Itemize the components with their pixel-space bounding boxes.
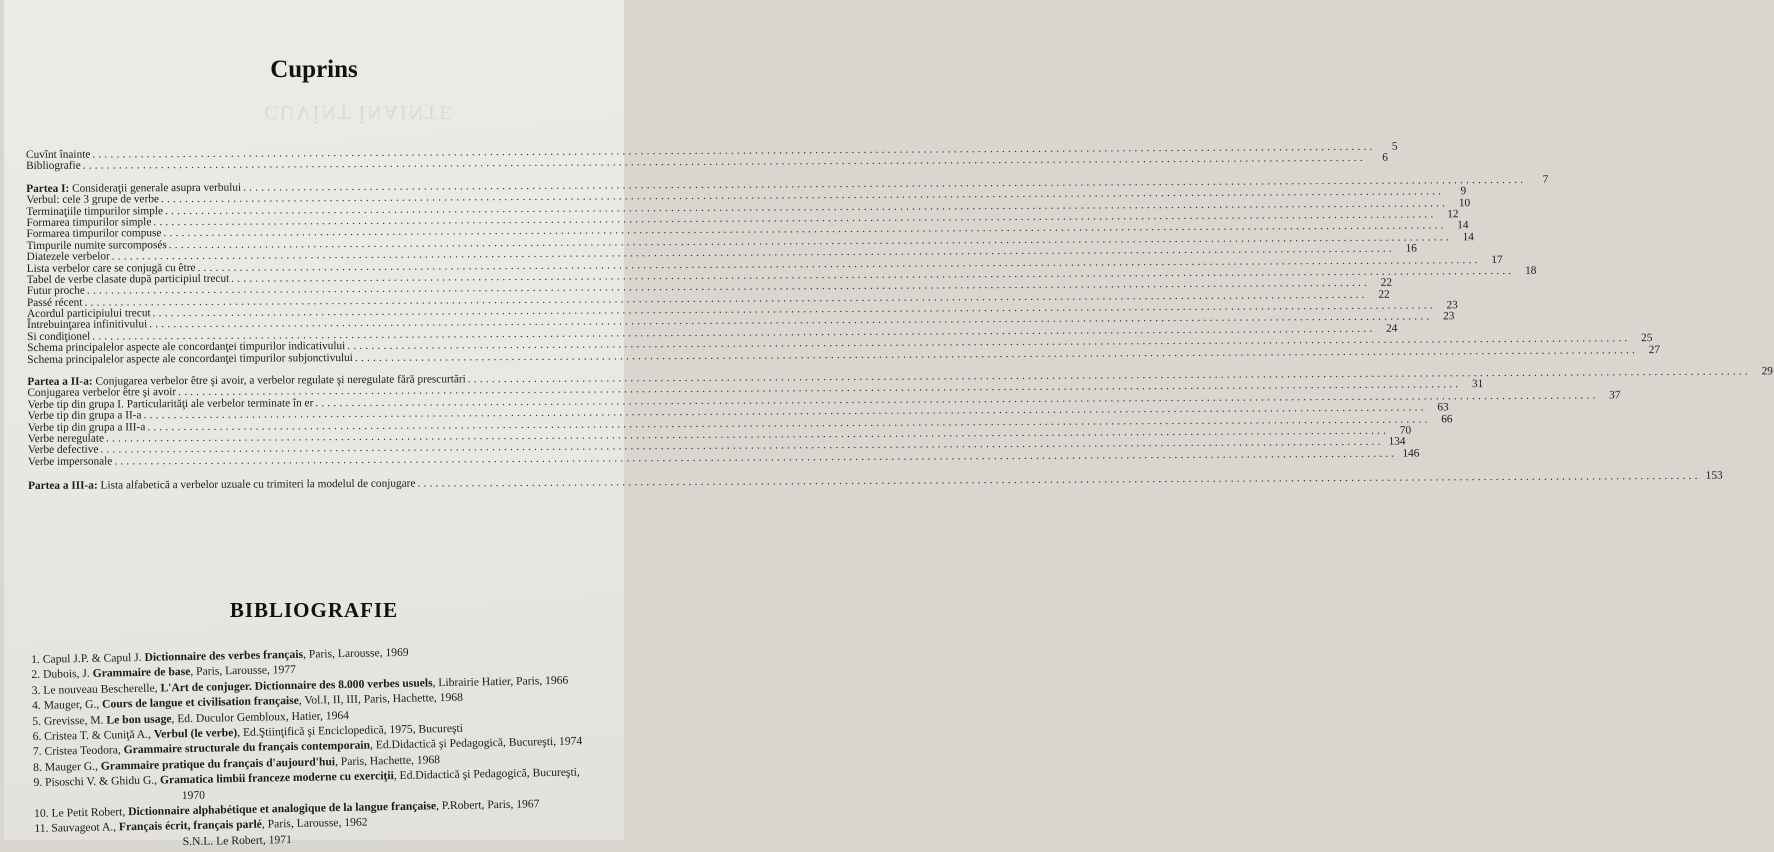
book-page	[4, 0, 1773, 848]
entry-details: , Paris, Hachette, 1968	[334, 753, 441, 769]
toc-page-number: 12	[1447, 208, 1459, 221]
entry-details: , Vol.I, II, III, Paris, Hachette, 1968	[298, 690, 464, 708]
toc-entry-text: Formarea timpurilor simple	[26, 216, 152, 229]
entry-details: , Ed.Ştiinţifică şi Enciclopedică, 1975, Bucureşti	[237, 721, 464, 740]
toc-entry-text: Schema principalelor aspecte ale concordanţei timpurilor indicativului	[27, 340, 346, 355]
toc-page-number: 146	[1402, 447, 1420, 460]
entry-author: Cristea Teodora,	[44, 743, 124, 759]
entry-details: , Ed.Didactică şi Pedagogică, Bucureşti, 1974	[369, 734, 583, 752]
toc-entry-text: Verbe tip din grupa a II-a	[27, 409, 142, 423]
toc-entry-text: Tabel de verbe clasate după participiul trecut	[26, 272, 230, 286]
toc-page-number: 17	[1491, 253, 1503, 266]
entry-author: Pisoschi V. & Ghidu G.,	[44, 773, 161, 790]
entry-details: , P.Robert, Paris, 1967	[435, 797, 540, 813]
entry-author: Dubois, J.	[42, 667, 93, 682]
entry-details: , Ed. Duculor Gembloux, Hatier, 1964	[171, 708, 350, 725]
entry-number: 11.	[34, 822, 49, 836]
toc-entry-label	[28, 479, 415, 493]
entry-number: 5.	[32, 714, 42, 728]
toc-page-number: 27	[1648, 343, 1661, 356]
toc-page-number: 153	[1705, 469, 1723, 482]
toc-page-number: 6	[1382, 152, 1388, 165]
toc-entry-text: Passé récent	[26, 296, 83, 309]
toc-page-number: 23	[1446, 299, 1458, 312]
entry-title: Verbul (le verbe)	[153, 726, 238, 741]
entry-title: Grammaire structurale du français contemporain	[123, 738, 371, 757]
toc-page-number: 63	[1437, 401, 1449, 414]
bibliography-title: BIBLIOGRAFIE	[229, 598, 399, 622]
toc-entry-label	[27, 353, 353, 366]
table-of-contents	[25, 140, 1773, 493]
toc-entry-text: Conjugarea verbelor être şi avoir	[27, 386, 177, 400]
toc-page-number: 10	[1458, 196, 1471, 209]
toc-page-number: 7	[1542, 173, 1549, 186]
entry-details: , Paris, Larousse, 1969	[302, 645, 409, 661]
entry-title: Dictionnaire alphabétique et analogique de la langue française	[128, 799, 437, 819]
toc-entry-text: Cuvînt înainte	[25, 148, 91, 161]
entry-title: Français écrit, français parlé	[118, 818, 263, 834]
entry-title: Dictionnaire des verbes français	[144, 647, 304, 664]
entry-title: Grammaire pratique du français d'aujourd'hui	[100, 755, 336, 773]
entry-title: Le bon usage	[106, 711, 172, 727]
toc-entry-label	[26, 161, 81, 173]
entry-title: L'Art de conjuger. Dictionnaire des 8.000 verbes usuels	[160, 676, 433, 695]
entry-author: Sauvageot A.,	[51, 820, 120, 836]
toc-entry-text: Verbe impersonale	[27, 455, 113, 468]
bibliography-list	[31, 641, 615, 852]
entry-author: Mauger G.,	[44, 759, 101, 774]
toc-title: Cuprins	[270, 56, 358, 83]
toc-entry-text: Timpurile numite surcomposés	[26, 238, 167, 252]
toc-entry-text: Conjugarea verbelor être şi avoir, a verbelor regulate şi neregulate fără prescurtări	[92, 373, 466, 388]
entry-number: 4.	[31, 699, 41, 713]
toc-page-number: 14	[1462, 230, 1474, 243]
toc-page-number: 23	[1443, 310, 1455, 323]
toc-page-number: 24	[1386, 322, 1398, 335]
entry-number: 2.	[31, 668, 41, 682]
toc-entry-text: Si condiţionel	[27, 330, 91, 343]
show-through-text: CUVÎNT ÎNAINTE	[264, 101, 454, 123]
toc-part-label: Partea a III-a:	[28, 479, 98, 493]
toc-part-label: Partea I:	[26, 182, 70, 195]
entry-title: Gramatica limbii franceze moderne cu exerciţii	[159, 769, 394, 787]
entry-title: Grammaire de base	[92, 665, 191, 681]
entry-title: Cours de langue et civilisation française	[101, 694, 299, 711]
toc-entry-text: Schema principalelor aspecte ale concordanţei timpurilor subjonctivului	[27, 351, 353, 366]
toc-page-number: 22	[1380, 276, 1393, 290]
toc-entry-label	[28, 456, 112, 468]
toc-page-number: 66	[1441, 412, 1453, 425]
toc-page-number: 25	[1641, 332, 1653, 345]
entry-author: Cristea T. & Cuniţă A.,	[44, 727, 155, 743]
entry-details: , Paris, Larousse, 1977	[190, 663, 297, 679]
toc-entry-text: Acordul participiului trecut	[26, 307, 151, 321]
toc-entry-text: Diatezele verbelor	[26, 250, 110, 264]
toc-page-number: 18	[1525, 264, 1537, 277]
toc-page-number: 70	[1399, 424, 1412, 437]
entry-author: Capul J.P. & Capul J.	[42, 650, 145, 666]
entry-author: Grevisse, M.	[43, 713, 107, 728]
toc-page-number: 16	[1405, 242, 1417, 255]
entry-author: 1970	[181, 788, 206, 802]
toc-entry	[28, 469, 1723, 493]
entry-number: 9.	[33, 776, 43, 790]
toc-entry-text: Consideraţii generale asupra verbului	[69, 181, 242, 195]
entry-details: , Librairie Hatier, Paris, 1966	[432, 673, 569, 690]
toc-page-number: 31	[1471, 378, 1484, 391]
toc-page-number: 22	[1378, 288, 1390, 301]
toc-page-number: 5	[1391, 140, 1398, 153]
entry-number: 6.	[32, 729, 42, 744]
toc-page-number: 134	[1388, 435, 1406, 449]
entry-number: 8.	[33, 760, 43, 774]
toc-leader-dots	[417, 471, 1700, 490]
toc-page-number: 37	[1609, 389, 1621, 402]
entry-number: 7.	[32, 745, 42, 759]
toc-entry-text: Lista alfabetică a verbelor uzuale cu trimiteri la modelul de conjugare	[97, 477, 416, 492]
toc-entry-text: Formarea timpurilor compuse	[26, 227, 162, 241]
entry-details: , Ed.Didactică şi Pedagogică, Bucureşti,	[393, 765, 580, 783]
toc-entry-text: Verbe tip din grupa I. Particularităţi ale verbelor terminate în er	[27, 397, 314, 411]
toc-entry-text: Verbul: cele 3 grupe de verbe	[26, 193, 160, 207]
toc-entry-text: Întrebuinţarea infinitivului	[27, 318, 148, 332]
toc-entry-text: Terminaţiile timpurilor simple	[26, 204, 164, 218]
entry-number: 1.	[31, 652, 40, 666]
toc-page-number: 29	[1761, 365, 1773, 378]
toc-entry-text: Futur proche	[26, 284, 85, 298]
toc-page-number: 9	[1460, 185, 1467, 198]
entry-author: Le Petit Robert,	[51, 805, 129, 820]
entry-details: , Paris, Larousse, 1962	[261, 816, 368, 832]
entry-author: Le nouveau Bescherelle,	[43, 681, 161, 697]
toc-entry-text: Verbe neregulate	[27, 432, 105, 445]
toc-entry-text: Bibliografie	[26, 160, 81, 173]
toc-entry-text: Verbe defective	[27, 443, 99, 457]
entry-number: 10.	[33, 806, 49, 821]
toc-page-number: 14	[1457, 219, 1469, 232]
toc-part-label: Partea a II-a:	[27, 375, 93, 389]
entry-author: S.N.L. Le Robert, 1971	[182, 832, 292, 848]
toc-entry-text: Lista verbelor care se conjugă cu être	[26, 261, 196, 275]
toc-entry-text: Verbe tip din grupa a III-a	[27, 420, 146, 434]
entry-author: Mauger, G.,	[43, 697, 103, 712]
entry-number: 3.	[31, 683, 41, 697]
